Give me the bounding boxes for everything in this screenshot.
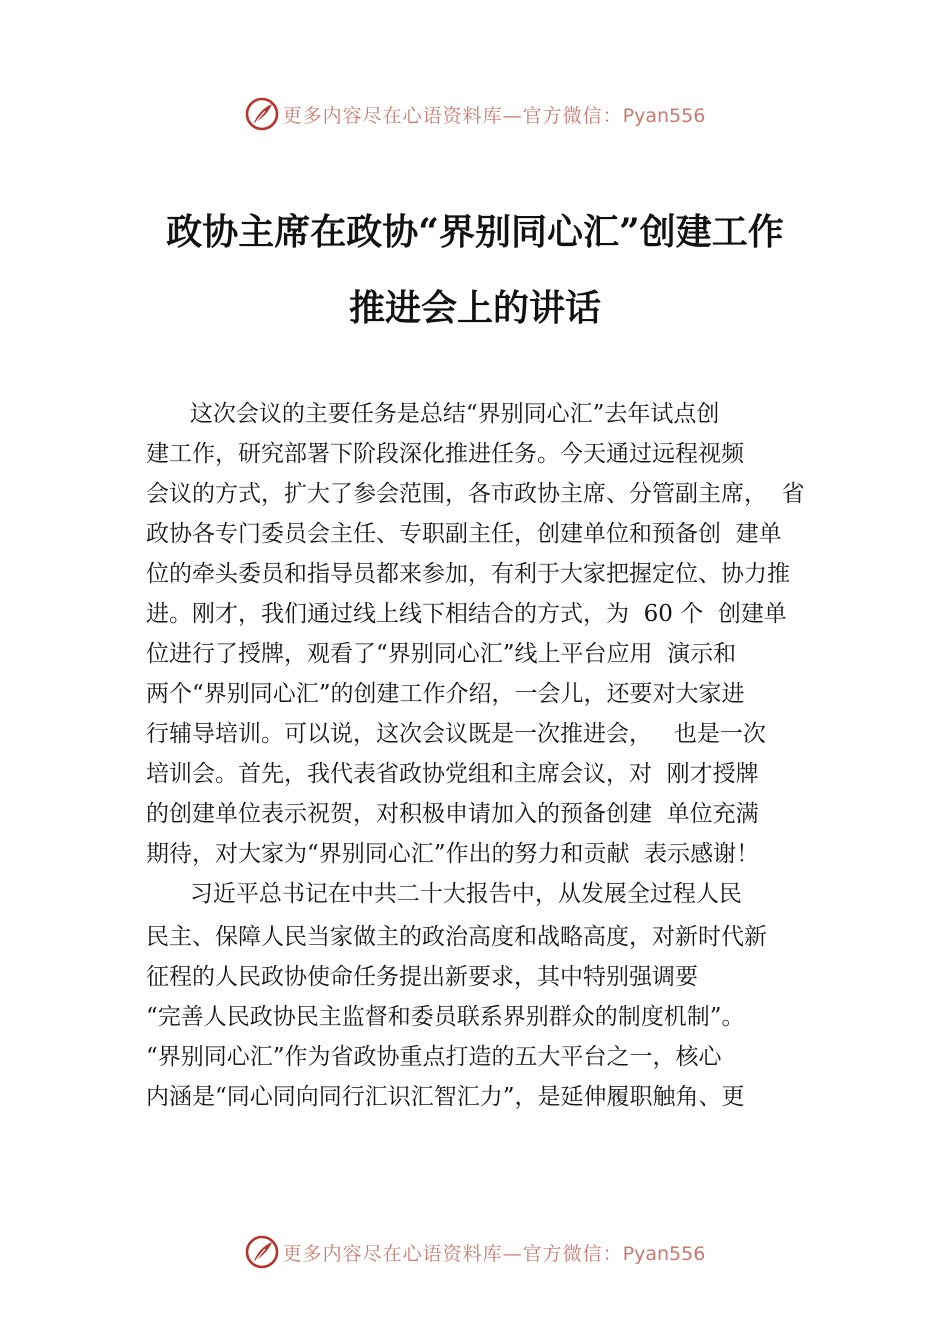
- body-line: 进。刚才，我们通过线上线下相结合的方式，为 60 个 创建单: [146, 601, 787, 627]
- body-line: 位的牵头委员和指导员都来参加，有利于大家把握定位、协力推: [146, 561, 790, 587]
- body-line: 民主、保障人民当家做主的政治高度和战略高度，对新时代新: [146, 924, 767, 950]
- watermark-text: 更多内容尽在心语资料库—官方微信：Pyan556: [282, 104, 706, 127]
- body-line: 两个“界别同心汇”的创建工作介绍，一会儿，还要对大家进: [146, 681, 745, 707]
- body-line: 征程的人民政协使命任务提出新要求，其中特别强调要: [146, 964, 698, 990]
- body-line: 位进行了授牌，观看了“界别同心汇”线上平台应用 演示和: [146, 641, 737, 667]
- body-line: 政协各专门委员会主任、专职副主任，创建单位和预备创 建单: [146, 521, 782, 547]
- quill-logo-icon: [245, 1235, 279, 1269]
- body-line: 的创建单位表示祝贺，对积极申请加入的预备创建 单位充满: [146, 801, 759, 827]
- watermark-footer: [0, 1232, 950, 1272]
- body-line: “界别同心汇”作为省政协重点打造的五大平台之一，核心: [146, 1044, 722, 1070]
- body-line: 建工作，研究部署下阶段深化推进任务。今天通过远程视频: [146, 441, 744, 467]
- body-line: 这次会议的主要任务是总结“界别同心汇”去年试点创: [146, 401, 720, 427]
- document-title-line-1: 政协主席在政协“界别同心汇”创建工作: [166, 211, 784, 253]
- document-title-line-2: 推进会上的讲话: [348, 287, 601, 329]
- body-line: 习近平总书记在中共二十大报告中，从发展全过程人民: [146, 881, 742, 907]
- body-line: 培训会。首先，我代表省政协党组和主席会议，对 刚才授牌: [146, 761, 759, 787]
- body-line: “完善人民政协民主监督和委员联系界别群众的制度机制”。: [146, 1004, 745, 1030]
- watermark-header: [0, 94, 950, 134]
- body-line: 会议的方式，扩大了参会范围，各市政协主席、分管副主席， 省: [146, 481, 805, 507]
- watermark-text: 更多内容尽在心语资料库—官方微信：Pyan556: [282, 1242, 706, 1265]
- quill-logo-icon: [245, 97, 279, 131]
- body-line: 行辅导培训。可以说，这次会议既是一次推进会， 也是一次: [146, 721, 766, 747]
- document-body: [146, 394, 836, 1117]
- body-line: 期待，对大家为“界别同心汇”作出的努力和贡献 表示感谢！: [146, 841, 760, 867]
- body-line: 内涵是“同心同向同行汇识汇智汇力”，是延伸履职触角、更: [146, 1084, 745, 1110]
